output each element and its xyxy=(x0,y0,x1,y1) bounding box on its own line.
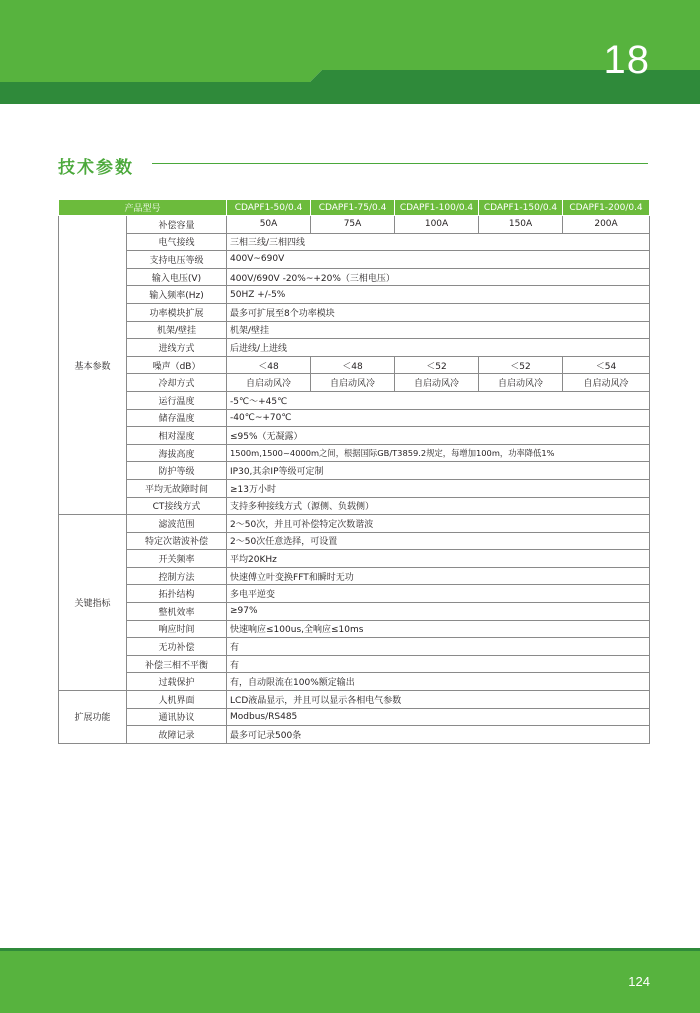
row-label: 人机界面 xyxy=(127,691,227,709)
category-key: 关键指标 xyxy=(59,515,127,691)
table-cell: 200A xyxy=(563,216,650,234)
category-basic: 基本参数 xyxy=(59,216,127,515)
row-label: 噪声（dB） xyxy=(127,356,227,374)
row-value: LCD液晶显示，并且可以显示各相电气参数 xyxy=(227,691,650,709)
row-value: ≥13万小时 xyxy=(227,479,650,497)
section-number: 18 xyxy=(603,38,650,82)
row-value: IP30,其余IP等级可定制 xyxy=(227,462,650,480)
table-row xyxy=(59,585,650,603)
table-row xyxy=(59,321,650,339)
row-label: CT接线方式 xyxy=(127,497,227,515)
row-value: 支持多种接线方式（源侧、负载侧） xyxy=(227,497,650,515)
row-value: 后进线/上进线 xyxy=(227,339,650,357)
model-header-cell: CDAPF1-200/0.4 xyxy=(563,200,650,216)
header-banner xyxy=(0,0,700,110)
row-label: 开关频率 xyxy=(127,550,227,568)
row-label: 过载保护 xyxy=(127,673,227,691)
row-label: 进线方式 xyxy=(127,339,227,357)
row-value: -5℃～+45℃ xyxy=(227,391,650,409)
row-label: 电气接线 xyxy=(127,233,227,251)
table-cell: ＜48 xyxy=(311,356,395,374)
row-value: 机架/壁挂 xyxy=(227,321,650,339)
page-number: 124 xyxy=(628,974,650,989)
table-cell: 自启动风冷 xyxy=(479,374,563,392)
row-value: 400V~690V xyxy=(227,251,650,269)
table-cell: ＜48 xyxy=(227,356,311,374)
model-header-cell: CDAPF1-100/0.4 xyxy=(395,200,479,216)
row-value: Modbus/RS485 xyxy=(227,708,650,726)
table-cell: 自启动风冷 xyxy=(311,374,395,392)
page-title: 技术参数 xyxy=(58,158,134,178)
row-label: 机架/壁挂 xyxy=(127,321,227,339)
page-header xyxy=(0,0,700,110)
row-label: 平均无故障时间 xyxy=(127,479,227,497)
row-value: 最多可扩展至8个功率模块 xyxy=(227,303,650,321)
table-row xyxy=(59,691,650,709)
table-row xyxy=(59,550,650,568)
row-value: 平均20KHz xyxy=(227,550,650,568)
row-value: 最多可记录500条 xyxy=(227,726,650,744)
table-row xyxy=(59,391,650,409)
row-label: 补偿容量 xyxy=(127,216,227,234)
table-row xyxy=(59,497,650,515)
spec-table xyxy=(58,199,650,744)
table-cell: 75A xyxy=(311,216,395,234)
table-cell: 150A xyxy=(479,216,563,234)
model-header-cell: CDAPF1-150/0.4 xyxy=(479,200,563,216)
table-row xyxy=(59,638,650,656)
table-cell: ＜54 xyxy=(563,356,650,374)
table-row xyxy=(59,286,650,304)
row-label: 功率模块扩展 xyxy=(127,303,227,321)
table-row xyxy=(59,479,650,497)
table-row xyxy=(59,603,650,621)
row-value: -40℃~+70℃ xyxy=(227,409,650,427)
row-label: 控制方法 xyxy=(127,567,227,585)
table-row xyxy=(59,708,650,726)
table-row xyxy=(59,233,650,251)
table-row xyxy=(59,409,650,427)
row-label: 输入电压(V) xyxy=(127,268,227,286)
row-label: 无功补偿 xyxy=(127,638,227,656)
row-value: 50HZ +/-5% xyxy=(227,286,650,304)
row-label: 拓扑结构 xyxy=(127,585,227,603)
table-row xyxy=(59,427,650,445)
table-row xyxy=(59,356,650,374)
row-label: 冷却方式 xyxy=(127,374,227,392)
row-value: ≤95%（无凝露） xyxy=(227,427,650,445)
category-ext: 扩展功能 xyxy=(59,691,127,744)
table-cell: 自启动风冷 xyxy=(395,374,479,392)
row-value: ≥97% xyxy=(227,603,650,621)
title-rule xyxy=(152,163,648,164)
table-row xyxy=(59,532,650,550)
table-row xyxy=(59,268,650,286)
row-value: 快速傅立叶变换FFT和瞬时无功 xyxy=(227,567,650,585)
table-cell: ＜52 xyxy=(479,356,563,374)
table-row xyxy=(59,462,650,480)
table-cell: 100A xyxy=(395,216,479,234)
row-value: 有 xyxy=(227,638,650,656)
row-label: 补偿三相不平衡 xyxy=(127,655,227,673)
row-label: 防护等级 xyxy=(127,462,227,480)
table-row xyxy=(59,655,650,673)
model-header-cell: CDAPF1-50/0.4 xyxy=(227,200,311,216)
row-label: 运行温度 xyxy=(127,391,227,409)
row-label: 特定次谐波补偿 xyxy=(127,532,227,550)
table-row xyxy=(59,251,650,269)
table-row xyxy=(59,673,650,691)
row-label: 输入频率(Hz) xyxy=(127,286,227,304)
model-header-label: 产品型号 xyxy=(59,200,227,216)
row-value: 2～50次，并且可补偿特定次数谐波 xyxy=(227,515,650,533)
table-row xyxy=(59,620,650,638)
row-label: 支持电压等级 xyxy=(127,251,227,269)
row-label: 储存温度 xyxy=(127,409,227,427)
row-value: 有 xyxy=(227,655,650,673)
row-value: 三相三线/三相四线 xyxy=(227,233,650,251)
table-row xyxy=(59,515,650,533)
table-row xyxy=(59,339,650,357)
row-value: 快速响应≤100us,全响应≤10ms xyxy=(227,620,650,638)
row-value: 多电平逆变 xyxy=(227,585,650,603)
row-label: 故障记录 xyxy=(127,726,227,744)
row-label: 响应时间 xyxy=(127,620,227,638)
model-header-cell: CDAPF1-75/0.4 xyxy=(311,200,395,216)
table-row xyxy=(59,726,650,744)
table-row xyxy=(59,303,650,321)
row-label: 整机效率 xyxy=(127,603,227,621)
table-row xyxy=(59,444,650,462)
row-label: 滤波范围 xyxy=(127,515,227,533)
row-label: 相对湿度 xyxy=(127,427,227,445)
row-value: 2～50次任意选择，可设置 xyxy=(227,532,650,550)
row-value: 1500m,1500~4000m之间，根据国际GB/T3859.2规定，每增加100m，功率降低1% xyxy=(227,444,650,462)
table-row xyxy=(59,216,650,234)
table-row xyxy=(59,567,650,585)
table-cell: 自启动风冷 xyxy=(563,374,650,392)
table-cell: ＜52 xyxy=(395,356,479,374)
row-label: 海拔高度 xyxy=(127,444,227,462)
row-label: 通讯协议 xyxy=(127,708,227,726)
table-header-row xyxy=(59,200,650,216)
row-value: 400V/690V -20%~+20%（三相电压） xyxy=(227,268,650,286)
page-footer xyxy=(0,951,700,1013)
table-row xyxy=(59,374,650,392)
table-cell: 50A xyxy=(227,216,311,234)
table-cell: 自启动风冷 xyxy=(227,374,311,392)
row-value: 有，自动限流在100%额定输出 xyxy=(227,673,650,691)
